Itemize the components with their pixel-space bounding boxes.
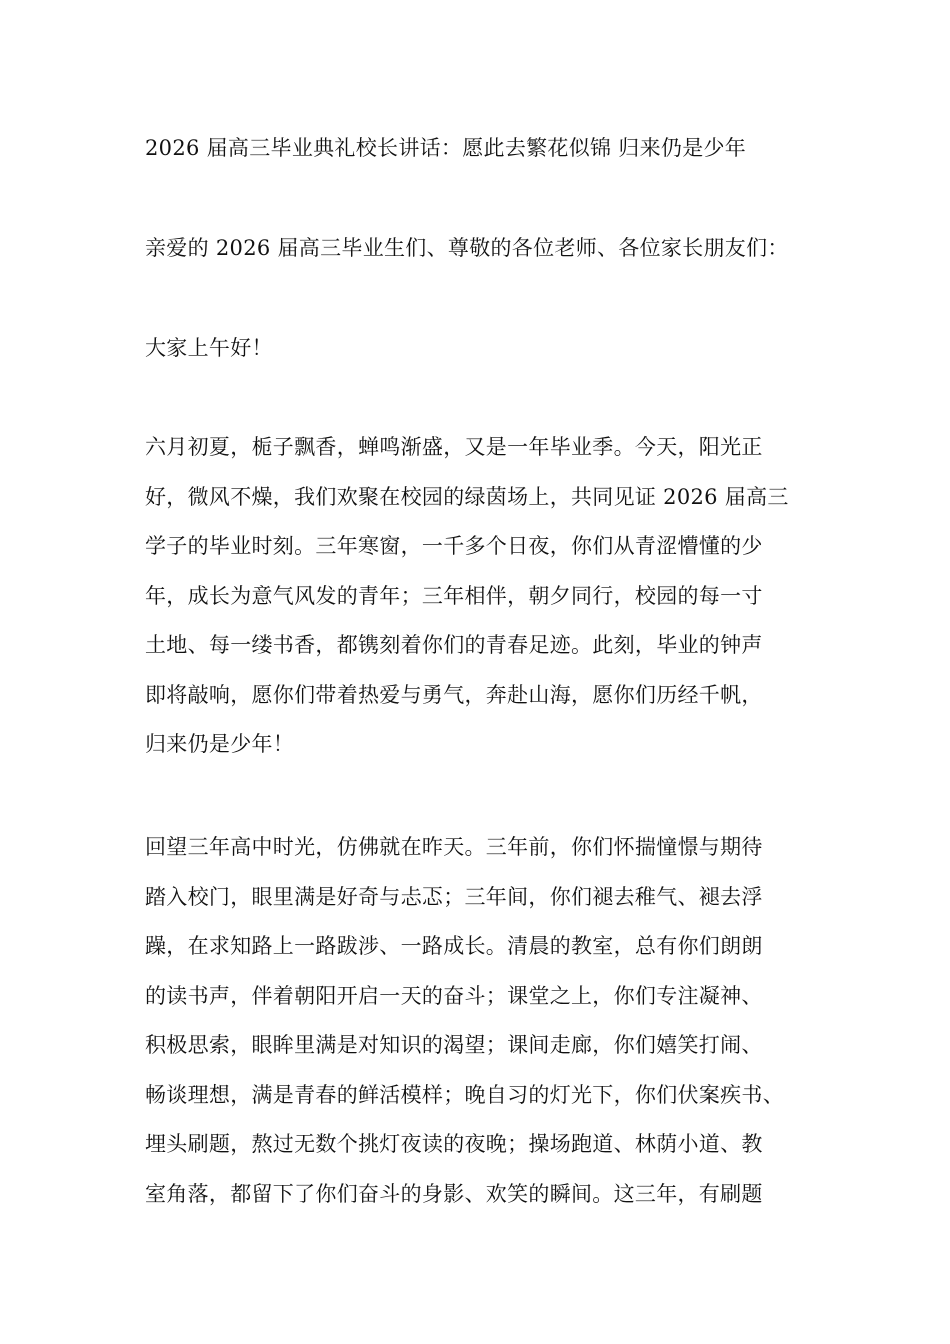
paragraph-2: [145, 823, 825, 1219]
paragraph-line: 畅谈理想，满是青春的鲜活模样；晚自习的灯光下，你们伏案疾书、: [145, 1082, 784, 1107]
salutation: [145, 224, 825, 274]
paragraph-1: [145, 423, 825, 770]
paragraph-line: 回望三年高中时光，仿佛就在昨天。三年前，你们怀揣憧憬与期待: [145, 835, 763, 859]
paragraph-line: 的读书声，伴着朝阳开启一天的奋斗；课堂之上，你们专注凝神、: [145, 983, 763, 1008]
greeting-text: 大家上午好！: [145, 336, 273, 360]
paragraph-line: 积极思索，眼眸里满是对知识的渴望；课间走廊，你们嬉笑打闹、: [145, 1033, 763, 1057]
salutation-text: 亲爱的 2026 届高三毕业生们、尊敬的各位老师、各位家长朋友们：: [145, 236, 789, 260]
title-text: 2026 届高三毕业典礼校长讲话：愿此去繁花似锦 归来仍是少年: [145, 136, 747, 160]
paragraph-line: 六月初夏，栀子飘香，蝉鸣渐盛，又是一年毕业季。今天，阳光正: [145, 435, 763, 459]
greeting: [145, 324, 825, 374]
paragraph-line: 埋头刷题，熬过无数个挑灯夜读的夜晚；操场跑道、林荫小道、教: [145, 1132, 763, 1156]
paragraph-line: 学子的毕业时刻。三年寒窗，一千多个日夜，你们从青涩懵懂的少: [145, 534, 763, 558]
paragraph-line: 土地、每一缕书香，都镌刻着你们的青春足迹。此刻，毕业的钟声: [145, 633, 763, 657]
paragraph-line: 归来仍是少年！: [145, 732, 295, 756]
paragraph-line: 躁，在求知路上一路跋涉、一路成长。清晨的教室，总有你们朗朗: [145, 934, 763, 958]
document-title: [145, 124, 825, 174]
paragraph-line: 年，成长为意气风发的青年；三年相伴，朝夕同行，校园的每一寸: [145, 583, 763, 608]
paragraph-line: 好，微风不燥，我们欢聚在校园的绿茵场上，共同见证 2026 届高三: [145, 484, 789, 509]
paragraph-line: 室角落，都留下了你们奋斗的身影、欢笑的瞬间。这三年，有刷题: [145, 1181, 763, 1206]
paragraph-line: 即将敲响，愿你们带着热爱与勇气，奔赴山海，愿你们历经千帆，: [145, 682, 763, 707]
paragraph-line: 踏入校门，眼里满是好奇与忐忑；三年间，你们褪去稚气、褪去浮: [145, 884, 763, 909]
